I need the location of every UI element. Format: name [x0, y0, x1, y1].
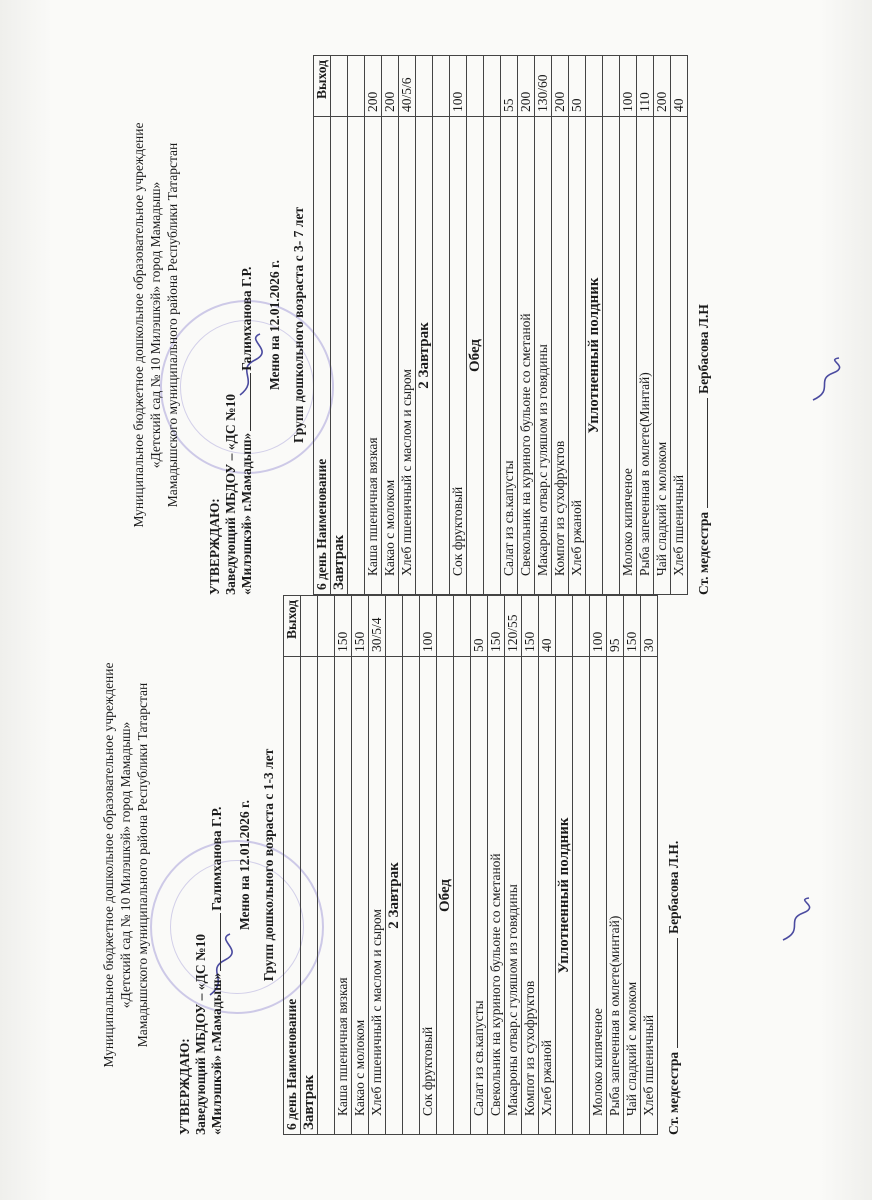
dish-name: Хлеб пшеничный с маслом и сыром [399, 117, 416, 595]
spacer-cell [484, 56, 501, 117]
dish-output: 100 [620, 56, 637, 117]
approval-block [177, 595, 225, 1135]
signature-right-nurse-icon [805, 355, 845, 405]
meal-label: Завтрак [301, 657, 318, 1135]
dish-output: 150 [624, 596, 641, 657]
table-row [335, 596, 352, 1135]
table-row [471, 596, 488, 1135]
signature-line [250, 373, 251, 431]
dish-output: 200 [654, 56, 671, 117]
table-row [505, 596, 522, 1135]
spacer-cell [433, 117, 450, 595]
meal-row [416, 56, 433, 595]
org-line-3: Мамадышского муниципального района Республики Татарстан [165, 142, 180, 508]
dish-name: Молоко кипяченое [620, 117, 637, 595]
spacer-row [573, 596, 590, 1135]
spacer-row [433, 56, 450, 595]
meal-output-cell [301, 596, 318, 657]
table-row [352, 596, 369, 1135]
org-line-2: «Детский сад № 10 Милэшкэй» город Мамадыш» [148, 181, 163, 469]
spacer-row [454, 596, 471, 1135]
signer-role: Ст. медсестра [696, 511, 711, 595]
spacer-cell [603, 56, 620, 117]
dish-name: Макароны отвар.с гуляшом из говядины [535, 117, 552, 595]
dish-output: 55 [501, 56, 518, 117]
signature-left-nurse-icon [775, 895, 815, 945]
meal-output-cell [386, 596, 403, 657]
meal-label: Обед [467, 117, 484, 595]
menu-table-body [301, 596, 658, 1135]
table-row [450, 56, 467, 595]
dish-name: Рыба запеченная в омлете(Минтай) [637, 117, 654, 595]
dish-name: Хлеб ржаной [539, 657, 556, 1135]
meal-row [331, 56, 348, 595]
spacer-row [403, 596, 420, 1135]
dish-name: Чай сладкий с молоком [624, 657, 641, 1135]
dish-name: Какао с молоком [352, 657, 369, 1135]
table-row [590, 596, 607, 1135]
dish-output: 30 [641, 596, 658, 657]
dish-name: Компот из сухофруктов [552, 117, 569, 595]
approval-name: Галимханова Г.Р. [209, 806, 224, 911]
table-row [607, 596, 624, 1135]
org-line-3: Мамадышского муниципального района Республики Татарстан [135, 682, 150, 1048]
dish-output: 110 [637, 56, 654, 117]
spacer-cell [484, 117, 501, 595]
dish-output: 150 [335, 596, 352, 657]
table-row [522, 596, 539, 1135]
meal-row [586, 56, 603, 595]
spacer-row [484, 56, 501, 595]
menu-panel-left [100, 595, 682, 1135]
dish-name: Чай сладкий с молоком [654, 117, 671, 595]
spacer-cell [348, 117, 365, 595]
dish-name: Сок фруктовый [420, 657, 437, 1135]
menu-table [313, 55, 688, 595]
nurse-signature-block [696, 55, 712, 595]
menu-title: Меню на 12.01.2026 г. [237, 799, 252, 931]
table-row [637, 56, 654, 595]
org-line-1: Муниципальное бюджетное дошкольное образовательное учреждение [131, 122, 146, 528]
dish-name: Каша пшеничная вязкая [335, 657, 352, 1135]
spacer-cell [603, 117, 620, 595]
dish-output: 100 [590, 596, 607, 657]
signer-name: Бербасова Л.Н [696, 304, 711, 394]
approval-city-line [239, 55, 255, 595]
menu-title: Меню на 12.01.2026 г. [267, 259, 282, 391]
table-row [654, 56, 671, 595]
approval-label: УТВЕРЖДАЮ: [177, 1038, 192, 1135]
spacer-row [348, 56, 365, 595]
dish-output: 40 [671, 56, 688, 117]
column-header-name: 6 день Наименование [284, 657, 301, 1135]
approval-label: УТВЕРЖДАЮ: [207, 498, 222, 595]
menu-group: Групп дошкольного возраста с 1-3 лет [261, 748, 276, 982]
dish-output: 130/60 [535, 56, 552, 117]
dish-name: Свекольник на куриного бульоне со сметаной [518, 117, 535, 595]
menu-table-body [331, 56, 688, 595]
table-row [569, 56, 586, 595]
dish-output: 40/5/6 [399, 56, 416, 117]
table-row [620, 56, 637, 595]
signer-role: Ст. медсестра [666, 1051, 681, 1135]
table-header-row [314, 56, 331, 595]
table-row [641, 596, 658, 1135]
dish-name: Свекольник на куриного бульоне со сметаной [488, 657, 505, 1135]
dish-name: Молоко кипяченое [590, 657, 607, 1135]
spacer-cell [403, 596, 420, 657]
dish-name: Какао с молоком [382, 117, 399, 595]
approval-name: Галимханова Г.Р. [239, 266, 254, 371]
spacer-cell [454, 657, 471, 1135]
column-header-name: 6 день Наименование [314, 117, 331, 595]
approval-head: Заведующий МБДОУ – «ДС №10 [193, 933, 208, 1135]
table-row [535, 56, 552, 595]
menu-panel-right [130, 55, 712, 595]
meal-row [386, 596, 403, 1135]
meal-label: Уплотненный полдник [556, 657, 573, 1135]
spacer-cell [433, 56, 450, 117]
spacer-cell [403, 657, 420, 1135]
meal-label: 2 Завтрак [386, 657, 403, 1135]
meal-output-cell [331, 56, 348, 117]
meal-label: 2 Завтрак [416, 117, 433, 595]
org-line-2: «Детский сад № 10 Милэшкэй» город Мамадыш» [118, 721, 133, 1009]
dish-output: 200 [365, 56, 382, 117]
approval-city-line [209, 595, 225, 1135]
signature-line [707, 398, 708, 508]
dish-name: Рыба запеченная в омлете(минтай) [607, 657, 624, 1135]
meal-row [437, 596, 454, 1135]
table-row [365, 56, 382, 595]
dish-output: 40 [539, 596, 556, 657]
dish-name: Салат из св.капусты [471, 657, 488, 1135]
spacer-row [318, 596, 335, 1135]
table-header-row [284, 596, 301, 1135]
org-line-1: Муниципальное бюджетное дошкольное образовательное учреждение [101, 662, 116, 1068]
dish-output: 120/55 [505, 596, 522, 657]
meal-output-cell [556, 596, 573, 657]
signature-line [220, 913, 221, 971]
approval-city: «Милэшкэй» г.Мамадыш» [239, 432, 254, 595]
spacer-cell [318, 657, 335, 1135]
table-row [382, 56, 399, 595]
dish-output: 200 [382, 56, 399, 117]
approval-city: «Милэшкэй» г.Мамадыш» [209, 972, 224, 1135]
dish-output: 100 [450, 56, 467, 117]
dish-name: Хлеб пшеничный [671, 117, 688, 595]
menu-table [283, 595, 658, 1135]
spacer-cell [573, 657, 590, 1135]
dish-output: 100 [420, 596, 437, 657]
table-row [552, 56, 569, 595]
meal-row [301, 596, 318, 1135]
table-row [369, 596, 386, 1135]
table-row [420, 596, 437, 1135]
table-row [671, 56, 688, 595]
meal-output-cell [437, 596, 454, 657]
dish-output: 95 [607, 596, 624, 657]
table-row [501, 56, 518, 595]
dish-output: 200 [552, 56, 569, 117]
meal-label: Завтрак [331, 117, 348, 595]
meal-row [556, 596, 573, 1135]
org-header [130, 55, 181, 595]
dish-output: 150 [522, 596, 539, 657]
table-row [399, 56, 416, 595]
meal-output-cell [416, 56, 433, 117]
meal-output-cell [467, 56, 484, 117]
meal-output-cell [586, 56, 603, 117]
meal-row [467, 56, 484, 595]
dish-name: Хлеб ржаной [569, 117, 586, 595]
signer-name: Бербасова Л.Н. [666, 840, 681, 934]
dish-name: Каша пшеничная вязкая [365, 117, 382, 595]
approval-head: Заведующий МБДОУ – «ДС №10 [223, 393, 238, 595]
dish-output: 30/5/4 [369, 596, 386, 657]
spacer-row [603, 56, 620, 595]
spacer-cell [348, 56, 365, 117]
meal-label: Уплотненный полдник [586, 117, 603, 595]
signature-line [677, 938, 678, 1048]
table-row [539, 596, 556, 1135]
menu-group: Групп дошкольного возраста с 3- 7 лет [291, 207, 306, 443]
meal-label: Обед [437, 657, 454, 1135]
dish-name: Хлеб пшеничный [641, 657, 658, 1135]
dish-output: 150 [352, 596, 369, 657]
dish-name: Макароны отвар.с гуляшом из говядины [505, 657, 522, 1135]
table-row [518, 56, 535, 595]
dish-name: Хлеб пшеничный с маслом и сыром [369, 657, 386, 1135]
dish-output: 50 [569, 56, 586, 117]
dish-output: 200 [518, 56, 535, 117]
dish-output: 150 [488, 596, 505, 657]
spacer-cell [573, 596, 590, 657]
spacer-cell [454, 596, 471, 657]
dish-output: 50 [471, 596, 488, 657]
org-header [100, 595, 151, 1135]
table-row [488, 596, 505, 1135]
approval-block [207, 55, 255, 595]
dish-name: Компот из сухофруктов [522, 657, 539, 1135]
column-header-output: Выход [284, 596, 301, 657]
dish-name: Сок фруктовый [450, 117, 467, 595]
dish-name: Салат из св.капусты [501, 117, 518, 595]
spacer-cell [318, 596, 335, 657]
table-row [624, 596, 641, 1135]
column-header-output: Выход [314, 56, 331, 117]
nurse-signature-block [666, 595, 682, 1135]
